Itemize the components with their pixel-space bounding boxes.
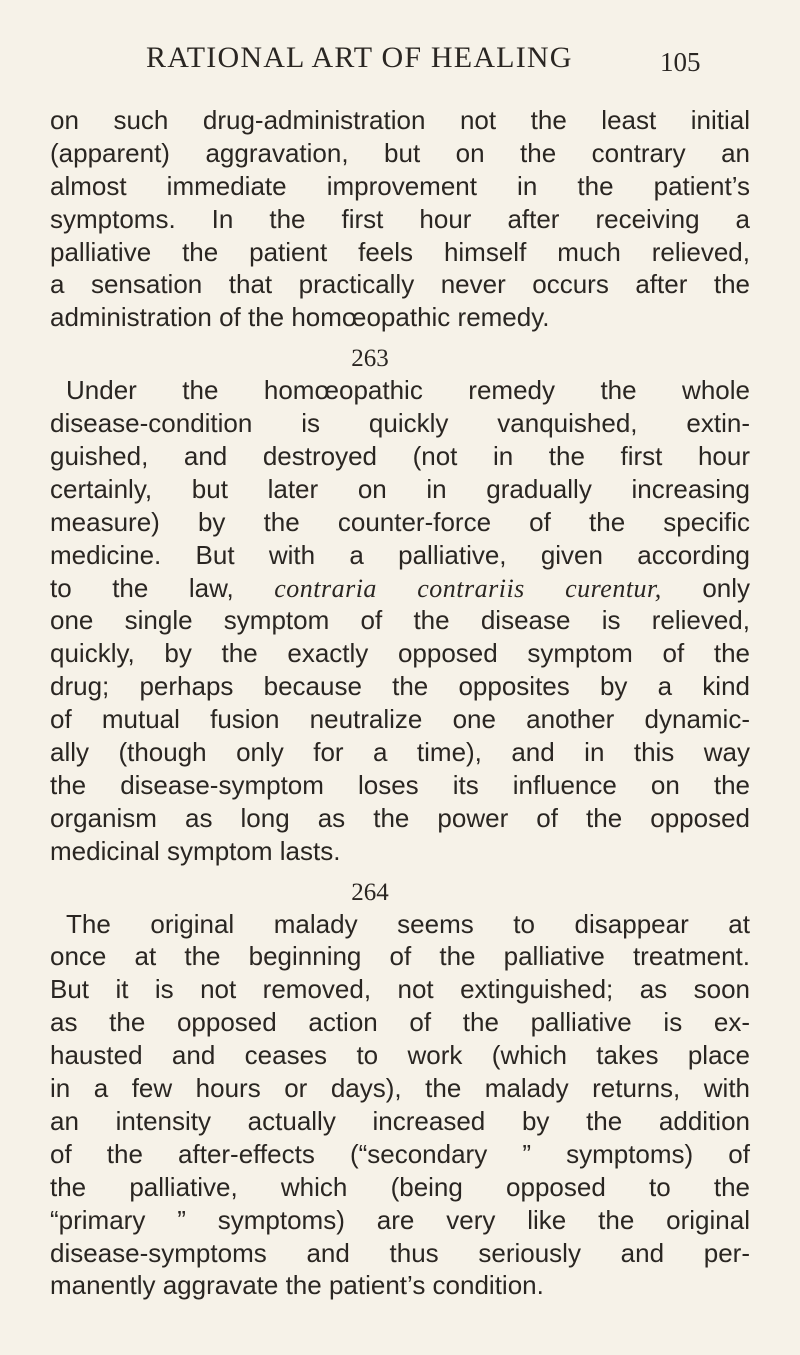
text-line: organism as long as the power of the opposed [50,802,750,833]
text-line: certainly, but later on in gradually increasing [50,473,750,504]
text-line: (apparent) aggravation, but on the contrary an [50,137,750,168]
text-line: in a few hours or days), the malady returns, with [50,1073,750,1104]
section-263-paragraph [50,374,750,867]
text-line: administration of the homœopathic remedy. [50,302,550,333]
text-line: of the after-effects (“secondary ” symptoms) of [50,1138,750,1169]
text-line: The original malady seems to disappear at [66,908,750,939]
body-text [50,104,750,1302]
running-head [0,36,800,80]
text-line: symptoms. In the first hour after receiving a [50,203,750,234]
text-line: quickly, by the exactly opposed symptom of the [50,638,750,669]
text-line: disease-symptoms and thus seriously and per- [50,1237,750,1268]
text-line: measure) by the counter-force of the specific [50,506,750,537]
text-fragment: to the law, [50,572,234,603]
section-264-paragraph [50,908,750,1303]
text-line: on such drug-administration not the least initial [50,105,750,135]
page-number: 105 [660,47,701,77]
text-line: once at the beginning of the palliative treatment. [50,941,750,972]
section-number: 264 [351,878,389,906]
text-line: palliative the patient feels himself much relieved, [50,236,750,267]
running-title: RATIONAL ART OF HEALING [146,41,573,74]
text-line: an intensity actually increased by the addition [50,1105,750,1136]
text-line: of mutual fusion neutralize one another dynamic- [50,704,750,735]
text-line: Under the homœopathic remedy the whole [66,375,750,406]
text-line [50,572,750,605]
section-number: 263 [351,345,389,373]
text-line: guished, and destroyed (not in the first hour [50,441,750,472]
text-line: manently aggravate the patient’s condition. [50,1270,544,1301]
text-line: ally (though only for a time), and in this way [50,737,750,768]
latin-maxim: contraria contrariis curentur, [274,573,662,603]
text-line: disease-condition is quickly vanquished, extin- [50,408,750,439]
text-line: one single symptom of the disease is relieved, [50,605,750,636]
text-line: the palliative, which (being opposed to the [50,1171,750,1202]
text-line: “primary ” symptoms) are very like the original [50,1204,750,1235]
text-line: medicine. But with a palliative, given according [50,539,750,570]
text-line: the disease-symptom loses its influence on the [50,769,750,800]
text-line: But it is not removed, not extinguished; as soon [50,974,750,1005]
text-line: a sensation that practically never occurs after the [50,269,750,300]
text-line: hausted and ceases to work (which takes place [50,1040,750,1071]
text-fragment: only [702,572,751,603]
text-line: almost immediate improvement in the patient’s [50,170,750,201]
text-line: drug; perhaps because the opposites by a kind [50,671,750,702]
text-line: medicinal symptom lasts. [50,835,341,866]
text-line: as the opposed action of the palliative is ex- [50,1007,750,1038]
intro-paragraph [50,104,750,334]
